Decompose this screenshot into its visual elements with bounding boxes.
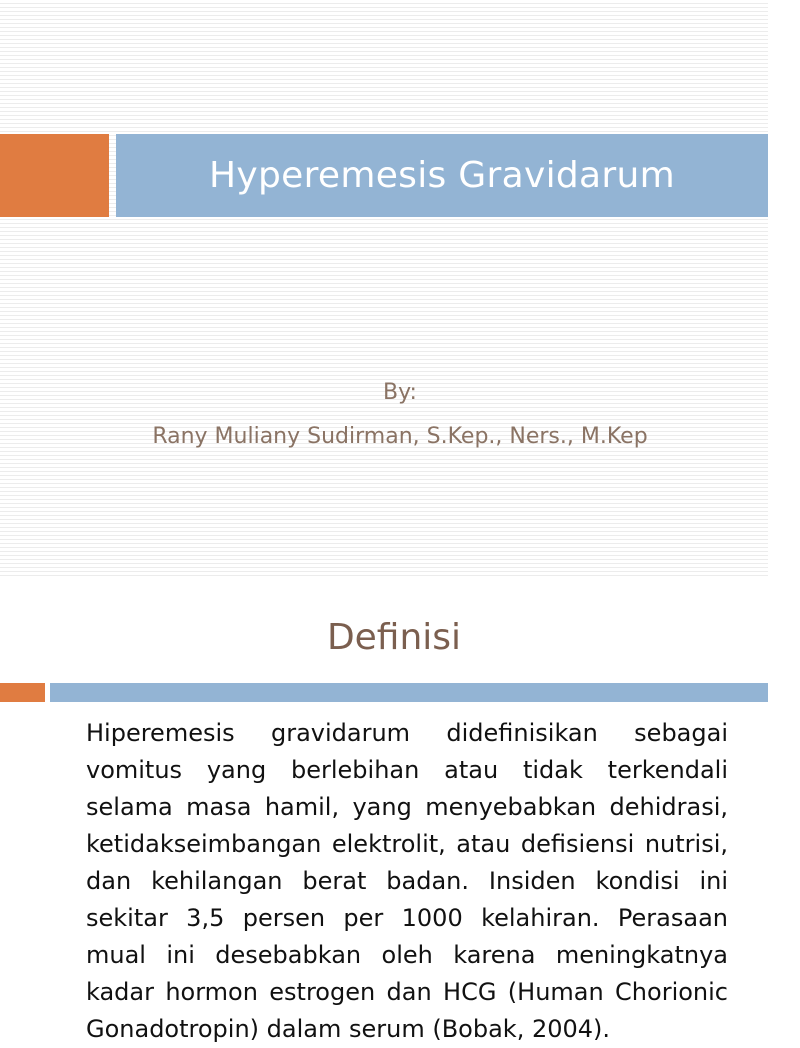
divider-band [50,683,768,702]
definition-slide [0,581,768,1043]
slide-heading: Definisi [326,617,462,658]
definition-paragraph: Hiperemesis gravidarum didefinisikan sebagai vomitus yang berlebihan atau tidak terkendali selama masa hamil, yang menyebabkan dehidrasi, ketidakseimbangan elektrolit, atau defisiensi nutrisi, dan kehilangan berat badan. Insiden kondisi ini sekitar 3,5 persen per 1000 kelahiran. Perasaan mual ini desebabkan oleh karena meningkatnya kadar hormon estrogen dan HCG (Human Chorionic Gonadotropin) dalam serum (Bobak, 2004). [86,719,728,1043]
title-band [116,134,768,217]
divider-accent-block [0,683,45,702]
author-name: Rany Muliany Sudirman, S.Kep., Ners., M.Kep [152,424,648,449]
by-label: By: [383,380,417,405]
title-accent-block [0,134,109,217]
slide-title: Hyperemesis Gravidarum [209,155,675,196]
